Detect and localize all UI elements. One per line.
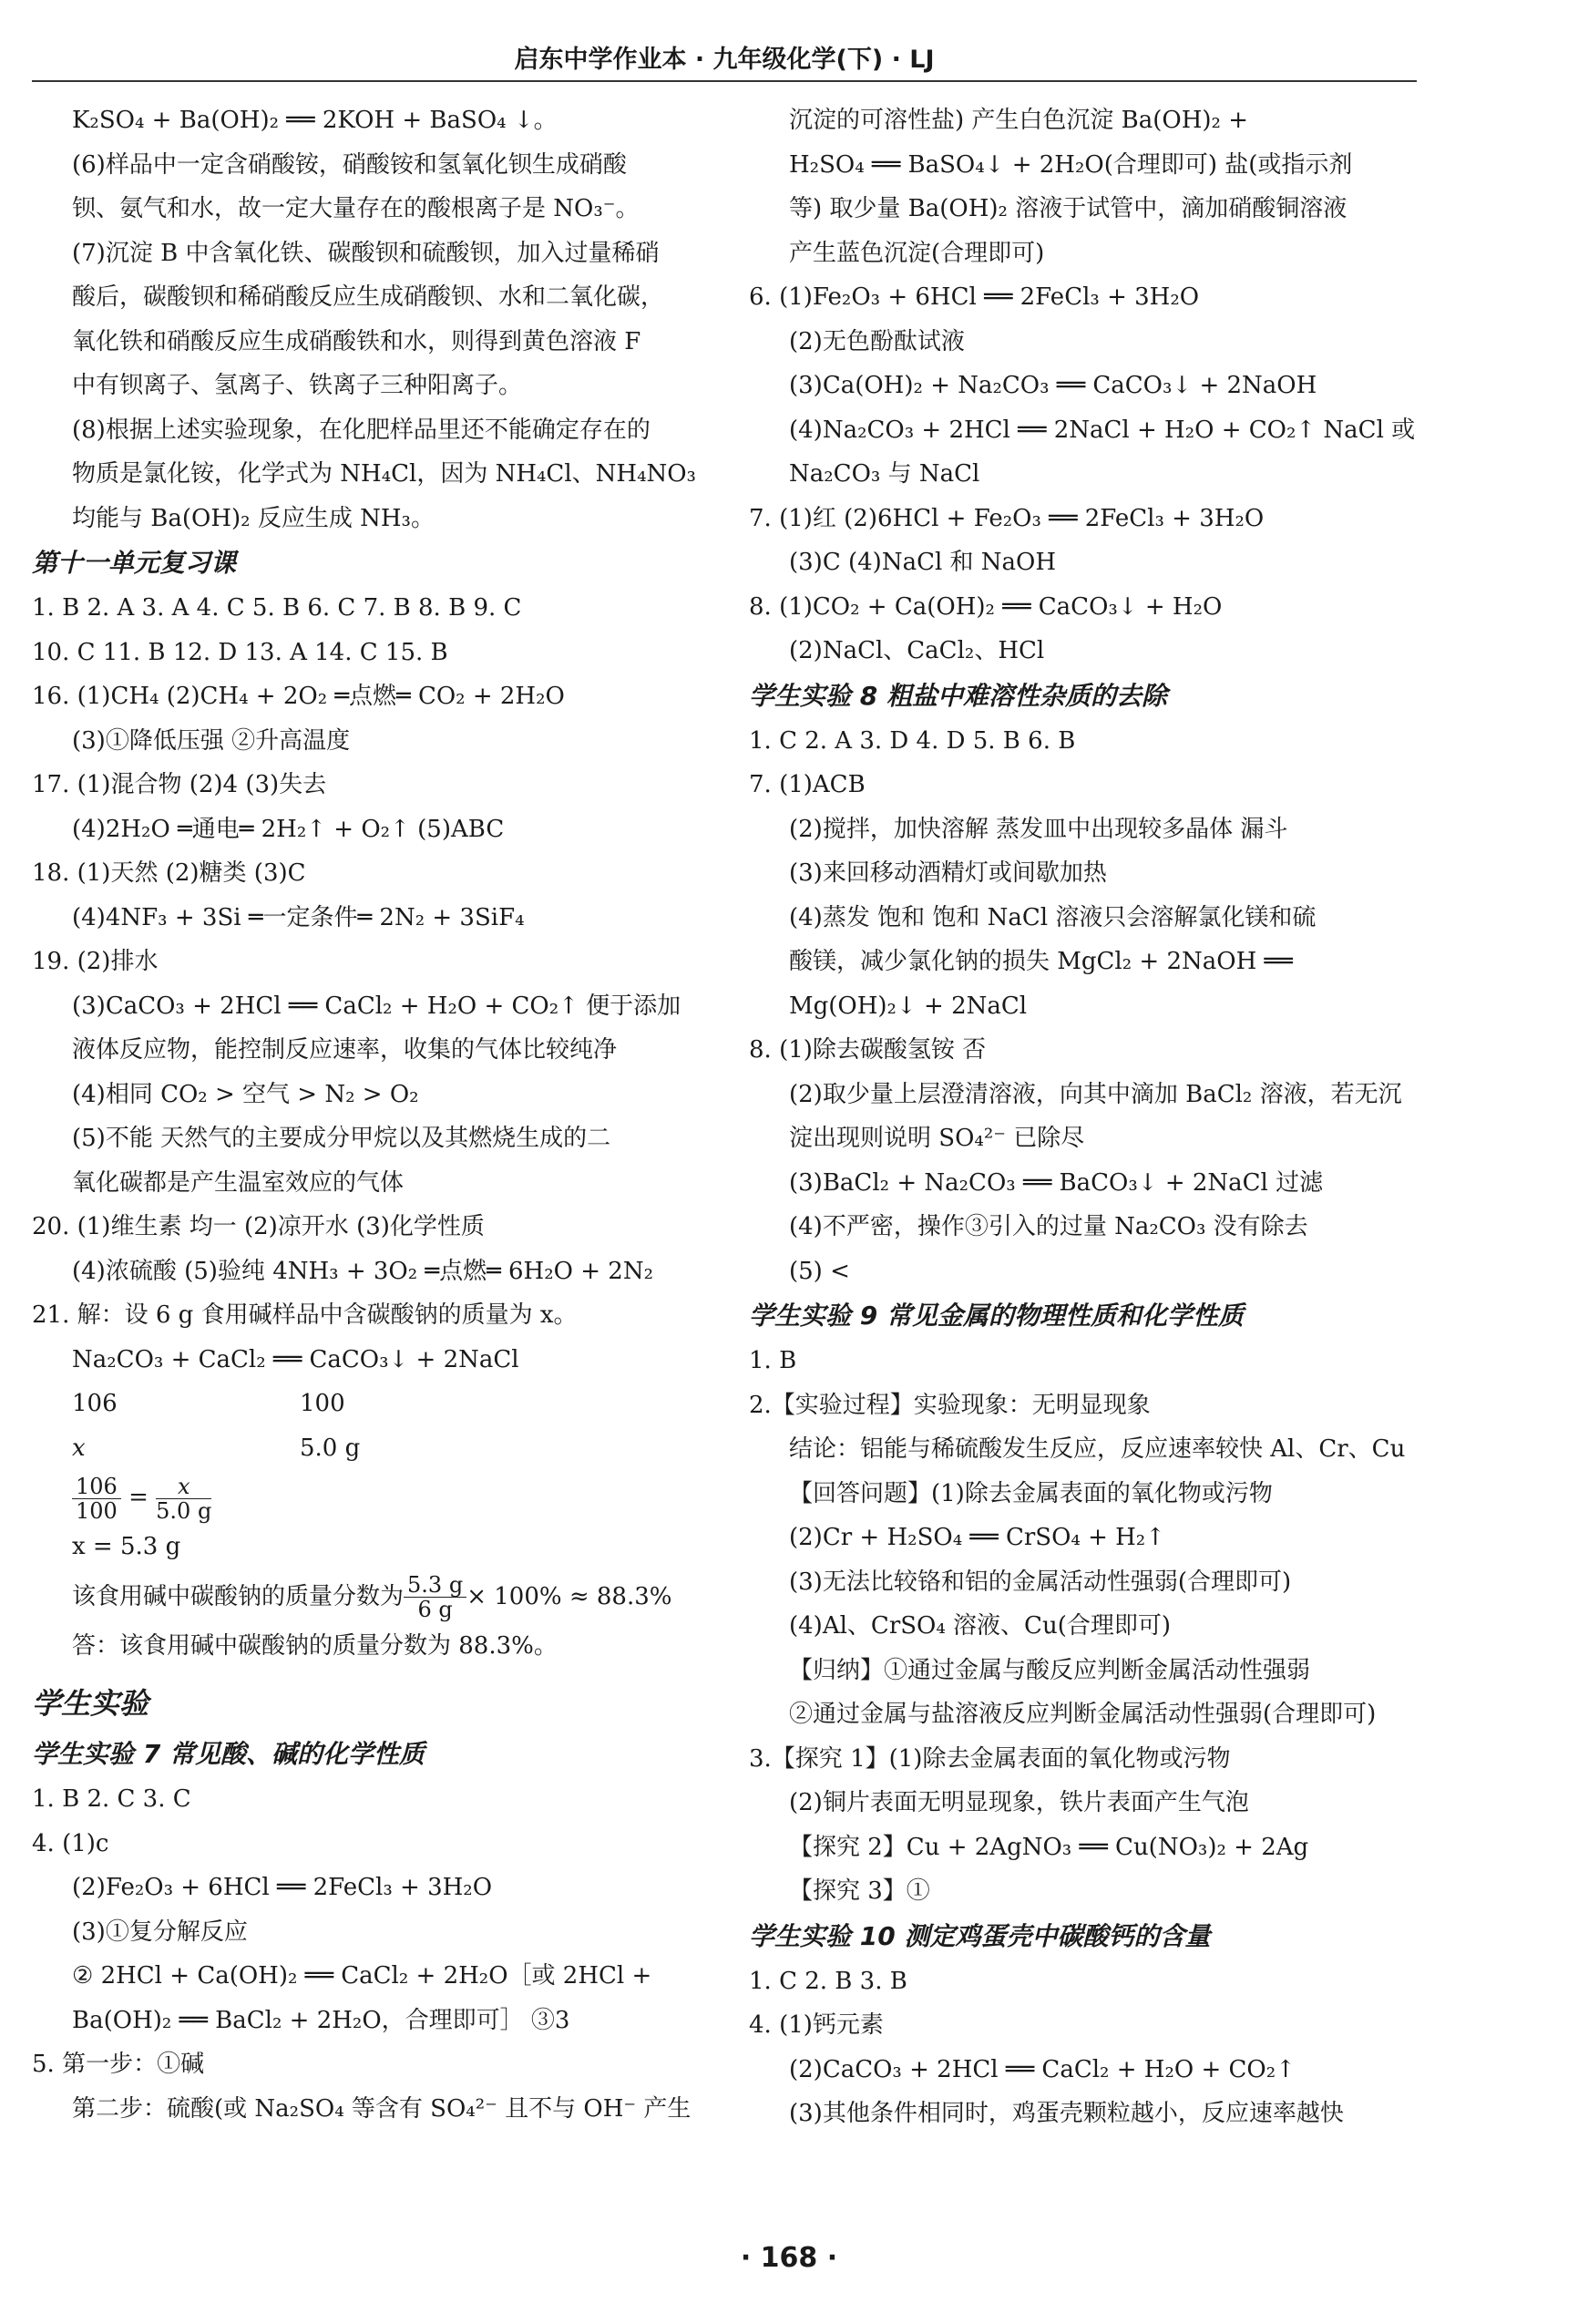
answer-line: (4)2H₂O ═通电═ 2H₂↑ + O₂↑ (5)ABC (72, 815, 505, 843)
answer-line: 【探究 2】Cu + 2AgNO₃ ══ Cu(NO₃)₂ + 2Ag (789, 1833, 1309, 1861)
answer-line: Ba(OH)₂ ══ BaCl₂ + 2H₂O，合理即可］ ③3 (72, 2006, 570, 2034)
answer-line: (4)不严密，操作③引入的过量 Na₂CO₃ 没有除去 (789, 1213, 1308, 1240)
answer-line: (2)Cr + H₂SO₄ ══ CrSO₄ + H₂↑ (789, 1524, 1166, 1551)
answer-line: 1. C 2. B 3. B (749, 1967, 907, 1995)
answer-line: 7. (1)红 (2)6HCl + Fe₂O₃ ══ 2FeCl₃ + 3H₂O (749, 504, 1265, 532)
answer-line: 21. 解：设 6 g 食用碱样品中含碳酸钠的质量为 x。 (32, 1301, 578, 1329)
answer-line: 【探究 3】① (789, 1877, 930, 1905)
answer-line: (2)搅拌，加快溶解 蒸发皿中出现较多晶体 漏斗 (789, 815, 1288, 843)
equation-line: Na₂CO₃ + CaCl₂ ══ CaCO₃↓ + 2NaCl (72, 1345, 519, 1373)
answer-line: (4)相同 CO₂ > 空气 > N₂ > O₂ (72, 1080, 419, 1108)
answer-line: Na₂CO₃ 与 NaCl (789, 460, 980, 488)
calc-value: x (72, 1434, 86, 1462)
answer-line: (4)Na₂CO₃ + 2HCl ══ 2NaCl + H₂O + CO₂↑ NaCl 或 (789, 416, 1416, 444)
proportion-line: $\frac{106}{100}$ = $\frac{x}{5.0 g}$ (32, 1470, 706, 1525)
answer-line: (4)Al、CrSO₄ 溶液、Cu(合理即可) (789, 1612, 1171, 1640)
text-line: (6)样品中一定含硝酸铵，硝酸铵和氢氧化钡生成硝酸 (72, 150, 627, 179)
denominator: 6 g (417, 1597, 453, 1622)
calc-line (32, 1569, 706, 1624)
answer-line: 5. 第一步：①碱 (32, 2051, 205, 2078)
page-header: 启东中学作业本 · 九年级化学(下) · LJ (32, 44, 1417, 82)
answer-line: (2)取少量上层澄清溶液，向其中滴加 BaCl₂ 溶液，若无沉 (789, 1080, 1402, 1108)
fraction (156, 1475, 211, 1523)
answer-line: (4)4NF₃ + 3Si ═一定条件═ 2N₂ + 3SiF₄ (72, 903, 525, 931)
denominator: 100 (76, 1497, 118, 1524)
answer-line: 等) 取少量 Ba(OH)₂ 溶液于试管中，滴加硝酸铜溶液 (789, 195, 1347, 222)
answer-line: 4. (1)钙元素 (749, 2011, 884, 2039)
answer-line: 7. (1)ACB (749, 771, 866, 798)
answer-line: (3)来回移动酒精灯或间歇加热 (789, 859, 1107, 887)
numerator: x (156, 1475, 211, 1499)
answer-line: (5) < (789, 1257, 850, 1285)
section-heading: 学生实验 (32, 1686, 149, 1721)
calc-line: x = 5.3 g (72, 1533, 181, 1560)
answer-line: (3)①降低压强 ②升高温度 (72, 726, 351, 755)
answer-line: 淀出现则说明 SO₄²⁻ 已除尽 (789, 1125, 1085, 1152)
answer-line: (3)无法比较铬和铝的金属活动性强弱(合理即可) (789, 1568, 1292, 1596)
section-heading: 学生实验 9 常见金属的物理性质和化学性质 (749, 1301, 1244, 1331)
calc-value: 100 (300, 1390, 345, 1417)
answer-line: 17. (1)混合物 (2)4 (3)失去 (32, 771, 327, 798)
answer-line: (3)①复分解反应 (72, 1918, 248, 1946)
answer-line: 1. B (749, 1347, 797, 1374)
page-number: · 168 · (740, 2242, 838, 2274)
answer-line: 4. (1)c (32, 1829, 109, 1857)
answer-line: 答：该食用碱中碳酸钠的质量分数为 88.3%。 (72, 1631, 558, 1660)
answer-line: 第二步：硫酸(或 Na₂SO₄ 等含有 SO₄²⁻ 且不与 OH⁻ 产生 (72, 2094, 692, 2123)
text-line: (7)沉淀 B 中含氧化铁、碳酸钡和硫酸钡，加入过量稀硝 (72, 239, 660, 267)
calc-line (32, 1426, 706, 1471)
answer-line: (2)Fe₂O₃ + 6HCl ══ 2FeCl₃ + 3H₂O (72, 1874, 493, 1901)
text-line: 均能与 Ba(OH)₂ 反应生成 NH₃。 (72, 504, 435, 532)
answer-line: 10. C 11. B 12. D 13. A 14. C 15. B (32, 638, 448, 666)
answer-line: (4)浓硫酸 (5)验纯 4NH₃ + 3O₂ ═点燃═ 6H₂O + 2N₂ (72, 1257, 653, 1285)
answer-line: 16. (1)CH₄ (2)CH₄ + 2O₂ ═点燃═ CO₂ + 2H₂O (32, 683, 565, 710)
left-column (32, 98, 706, 2131)
answer-line: 1. B 2. A 3. A 4. C 5. B 6. C 7. B 8. B 9. C (32, 594, 522, 622)
answer-line: ②通过金属与盐溶液反应判断金属活动性强弱(合理即可) (789, 1701, 1377, 1728)
section-heading: 第十一单元复习课 (32, 548, 237, 578)
right-column (749, 98, 1419, 2136)
calc-text: × 100% ≈ 88.3% (466, 1582, 672, 1610)
answer-line: (3)Ca(OH)₂ + Na₂CO₃ ══ CaCO₃↓ + 2NaOH (789, 372, 1317, 399)
answer-line: (2)铜片表面无明显现象，铁片表面产生气泡 (789, 1789, 1249, 1816)
answer-line: ② 2HCl + Ca(OH)₂ ══ CaCl₂ + 2H₂O［或 2HCl + (72, 1962, 652, 1990)
answer-line: 20. (1)维生素 均一 (2)凉开水 (3)化学性质 (32, 1213, 485, 1240)
answer-line: (3)其他条件相同时，鸡蛋壳颗粒越小，反应速率越快 (789, 2100, 1344, 2127)
answer-line: 8. (1)CO₂ + Ca(OH)₂ ══ CaCO₃↓ + H₂O (749, 592, 1223, 621)
answer-line: 8. (1)除去碳酸氢铵 否 (749, 1036, 987, 1064)
answer-line: (2)NaCl、CaCl₂、HCl (789, 637, 1045, 664)
numerator: 106 (72, 1475, 121, 1499)
answer-line: (2)CaCO₃ + 2HCl ══ CaCl₂ + H₂O + CO₂↑ (789, 2055, 1296, 2083)
text-line: 中有钡离子、氢离子、铁离子三种阳离子。 (72, 372, 523, 399)
answer-line: 6. (1)Fe₂O₃ + 6HCl ══ 2FeCl₃ + 3H₂O (749, 283, 1200, 311)
numerator: 5.3 g (404, 1573, 466, 1598)
denominator: 5.0 g (156, 1497, 212, 1524)
answer-line: 1. B 2. C 3. C (32, 1785, 191, 1813)
answer-line: 【回答问题】(1)除去金属表面的氧化物或污物 (789, 1479, 1273, 1507)
section-heading: 学生实验 10 测定鸡蛋壳中碳酸钙的含量 (749, 1920, 1211, 1951)
calc-value: 106 (72, 1390, 118, 1417)
answer-line: (3)BaCl₂ + Na₂CO₃ ══ BaCO₃↓ + 2NaCl 过滤 (789, 1168, 1324, 1197)
section-heading: 学生实验 8 粗盐中难溶性杂质的去除 (749, 680, 1167, 711)
text-line: 物质是氯化铵，化学式为 NH₄Cl，因为 NH₄Cl、NH₄NO₃ (72, 460, 696, 488)
answer-line: (5)不能 天然气的主要成分甲烷以及其燃烧生成的二 (72, 1125, 611, 1152)
calc-line (32, 1382, 706, 1426)
text-line: (8)根据上述实验现象，在化肥样品里还不能确定存在的 (72, 416, 651, 444)
answer-line: (3)C (4)NaCl 和 NaOH (789, 549, 1057, 576)
answer-line: 2.【实验过程】实验现象：无明显现象 (749, 1391, 1151, 1419)
answer-line: 3.【探究 1】(1)除去金属表面的氧化物或污物 (749, 1744, 1231, 1773)
answer-line: 18. (1)天然 (2)糖类 (3)C (32, 859, 306, 887)
text-line: 酸后，碳酸钡和稀硝酸反应生成硝酸钡、水和二氧化碳， (72, 283, 665, 311)
calc-value: 5.0 g (300, 1434, 361, 1462)
answer-line: 1. C 2. A 3. D 4. D 5. B 6. B (749, 726, 1076, 755)
answer-line: 19. (2)排水 (32, 948, 159, 975)
answer-line: 沉淀的可溶性盐) 产生白色沉淀 Ba(OH)₂ + (789, 107, 1249, 134)
answer-line: 【归纳】①通过金属与酸反应判断金属活动性强弱 (789, 1656, 1311, 1684)
answer-line: 产生蓝色沉淀(合理即可) (789, 239, 1045, 267)
answer-line: 氧化碳都是产生温室效应的气体 (72, 1168, 405, 1197)
text-line: K₂SO₄ + Ba(OH)₂ ══ 2KOH + BaSO₄ ↓。 (72, 107, 558, 134)
answer-line: 酸镁，减少氯化钠的损失 MgCl₂ + 2NaOH ══ (789, 948, 1293, 975)
answer-line: (4)蒸发 饱和 饱和 NaCl 溶液只会溶解氯化镁和硫 (789, 903, 1317, 931)
fraction (72, 1475, 121, 1523)
text-line: 氧化铁和硝酸反应生成硝酸铁和水，则得到黄色溶液 F (72, 327, 641, 355)
answer-line: 液体反应物，能控制反应速率，收集的气体比较纯净 (72, 1036, 618, 1064)
answer-line: Mg(OH)₂↓ + 2NaCl (789, 992, 1028, 1020)
answer-line: 结论：铝能与稀硫酸发生反应，反应速率较快 Al、Cr、Cu (789, 1435, 1406, 1463)
answer-line: (3)CaCO₃ + 2HCl ══ CaCl₂ + H₂O + CO₂↑ 便于添加 (72, 992, 681, 1020)
calc-text: 该食用碱中碳酸钠的质量分数为 (72, 1582, 405, 1610)
fraction (404, 1573, 466, 1621)
text-line: 钡、氨气和水，故一定大量存在的酸根离子是 NO₃⁻。 (72, 195, 640, 222)
answer-line: H₂SO₄ ══ BaSO₄↓ + 2H₂O(合理即可) 盐(或指示剂 (789, 150, 1353, 179)
section-heading: 学生实验 7 常见酸、碱的化学性质 (32, 1739, 425, 1769)
answer-line: (2)无色酚酞试液 (789, 327, 965, 355)
